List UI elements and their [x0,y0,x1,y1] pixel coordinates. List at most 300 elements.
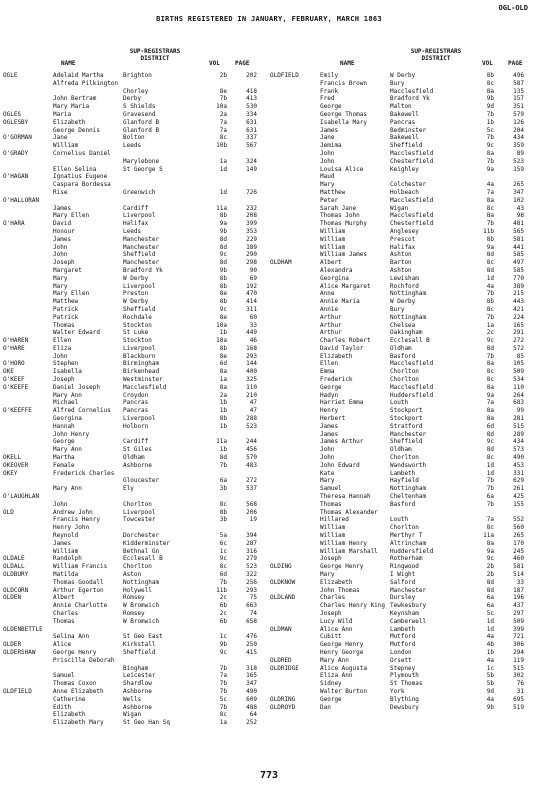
volume-cell: 7b [486,500,494,508]
table-row [3,360,269,368]
page-cell: 187 [513,586,524,594]
forename-cell: Thomas [53,321,75,329]
surname-cell: OLD [3,508,14,516]
forename-cell: Stephen [53,360,79,368]
district-cell: Sheffield [390,438,423,446]
forename-cell: John [320,149,335,157]
district-cell: Nottingham [123,578,160,586]
district-cell: Sheffield [123,305,156,313]
volume-cell: 9c [219,555,227,563]
forename-cell: Alice Augusta [320,664,367,672]
district-cell: Rochford [390,282,419,290]
forename-cell: Priscilla Deborah [53,656,115,664]
volume-cell: 8d [486,586,494,594]
forename-cell: Lucy Wild [320,617,353,625]
forename-cell: John Edward [320,461,360,469]
forename-cell: Frederick Charles [53,469,115,477]
table-row [270,431,536,439]
page-cell: 515 [513,422,524,430]
table-row [3,626,269,634]
volume-cell: 1b [219,446,227,454]
district-cell: Croydon [123,391,149,399]
page-cell: 351 [513,103,524,111]
table-row [3,657,269,665]
district-cell: Wandsworth [390,461,427,469]
volume-cell: 7b [486,157,494,165]
district-cell: Derby [123,95,142,103]
page-cell: 47 [249,399,257,407]
district-cell: St Giles [123,446,152,454]
volume-cell: 8b [219,282,227,290]
district-cell: Manchester [123,243,160,251]
forename-cell: Hillared [320,516,349,524]
page-cell: 434 [513,134,524,142]
surname-cell: OLDKNOW [270,578,296,586]
volume-cell: 6a [486,493,494,501]
forename-cell: Thomas Goodall [53,578,104,586]
page-cell: 105 [513,360,524,368]
district-cell: Anglesey [390,227,419,235]
page-cell: 443 [513,298,524,306]
district-cell: Ashborne [123,687,152,695]
page-cell: 90 [249,266,257,274]
page-cell: 570 [246,454,257,462]
district-cell: Keynsham [390,609,419,617]
district-cell: Romsey [123,609,145,617]
volume-cell: 7b [219,687,227,695]
district-cell: W Derby [390,298,416,306]
forename-cell: Louisa Alice [320,165,364,173]
volume-cell: 7b [486,290,494,298]
volume-cell: 7b [486,220,494,228]
forename-cell: William James [320,251,367,259]
district-header-line2: DISTRICT [421,55,451,62]
district-cell: Rotherham [390,555,423,563]
volume-cell: 8a [219,368,227,376]
volume-cell: 1a [219,376,227,384]
page-cell: 579 [513,110,524,118]
table-row [270,275,536,283]
page-cell: 568 [246,500,257,508]
forename-cell: Honour [53,227,75,235]
page-cell: 264 [513,391,524,399]
forename-cell: John [320,157,335,165]
forename-cell: Thomas Alexander [320,508,378,516]
surname-cell: OLDENBETTLE [3,625,43,633]
volume-cell: 8c [219,563,227,571]
table-row [3,142,269,150]
volume-cell: 1b [219,329,227,337]
district-cell: Wigan [123,711,142,719]
page-header: PAGE [235,60,250,67]
district-header-line2: DISTRICT [140,55,170,62]
volume-cell: 9d [486,103,494,111]
table-row [270,633,536,641]
forename-cell: George Dennis [53,126,100,134]
volume-cell: 8e [219,313,227,321]
volume-cell: 5b [486,680,494,688]
page-cell: 530 [246,103,257,111]
table-row [270,329,536,337]
forename-cell: James [53,539,72,547]
table-row [3,368,269,376]
forename-cell: John Thomas [320,586,360,594]
forename-cell: John [53,251,68,259]
forename-cell: James [53,204,72,212]
table-row [3,275,269,283]
forename-cell: Harriet Emma [320,399,364,407]
volume-cell: 8b [219,415,227,423]
forename-cell: James [320,430,339,438]
volume-cell: 1a [219,157,227,165]
table-row [270,610,536,618]
surname-cell: OLDEN [3,594,22,602]
volume-cell: 1d [486,461,494,469]
page-cell: 192 [246,282,257,290]
volume-cell: 1a [219,719,227,727]
volume-cell: 6d [219,571,227,578]
district-cell: Sheffield [123,648,156,656]
district-cell: Shardlow [123,680,152,688]
table-row [3,540,269,548]
table-row [270,251,536,259]
page-cell: 629 [513,477,524,485]
table-row [270,657,536,665]
table-row [270,212,536,220]
table-row [270,322,536,330]
surname-cell: OLDROYD [270,703,296,711]
table-row [270,158,536,166]
table-row [270,548,536,556]
table-row [270,540,536,548]
page-cell: 298 [246,259,257,267]
district-cell: Macclesfield [390,212,434,220]
corner-range-label: OGL-OLD [498,4,528,12]
table-row [3,610,269,618]
table-row [3,244,269,252]
table-row [3,587,269,595]
page-cell: 155 [513,500,524,508]
page-cell: 456 [246,446,257,454]
forename-cell: Ellen [320,360,339,368]
district-cell: Orsett [390,656,412,664]
table-row [270,696,536,704]
surname-cell: OGLES [3,110,22,118]
surname-cell: OLDALL [3,563,25,571]
volume-cell: 4a [486,633,494,641]
volume-cell: 7b [219,664,227,672]
forename-cell: Reynold [53,532,79,540]
name-header: NAME [340,60,355,67]
district-cell: Cardiff [123,438,149,446]
volume-cell: 1d [219,188,227,196]
page-cell: 210 [246,391,257,399]
page-cell: 415 [246,648,257,656]
district-cell: Blything [390,695,419,703]
district-cell: Liverpool [123,344,156,352]
table-row [270,392,536,400]
page-cell: 770 [513,274,524,282]
volume-cell: 8c [219,500,227,508]
table-row [3,251,269,259]
table-row [270,672,536,680]
page-cell: 261 [513,485,524,493]
forename-cell: Matilda [53,571,79,578]
district-cell: Altrincham [390,539,427,547]
volume-cell: 8b [219,508,227,516]
page-cell: 523 [246,422,257,430]
forename-cell: Walter Burton [320,687,367,695]
table-row [3,563,269,571]
volume-cell: 9c [219,251,227,259]
district-cell: Macclesfield [390,360,434,368]
surname-cell: OLDRED [270,656,292,664]
surname-cell: O'HAREN [3,337,29,345]
district-cell: Bradford Yk [123,266,163,274]
page-cell: 425 [513,493,524,501]
district-cell: Chorlton [390,368,419,376]
page-cell: 552 [513,516,524,524]
district-cell: Pancras [390,118,416,126]
volume-cell: 8d [486,430,494,438]
table-row [270,532,536,540]
surname-cell: OLDFIELD [3,687,32,695]
page-cell: 265 [513,532,524,540]
district-cell: I Wight [390,571,416,578]
page-cell: 470 [246,290,257,298]
volume-cell: 6b [219,602,227,610]
page-cell: 43 [516,204,524,212]
table-row [3,633,269,641]
volume-cell: 9b [219,227,227,235]
page-cell: 232 [246,204,257,212]
district-cell: Bethnal Gn [123,547,160,555]
surname-cell: O'LAUGHLAN [3,493,40,501]
table-row [270,649,536,657]
forename-cell: Annie [320,305,339,313]
table-row [270,150,536,158]
table-row [270,119,536,127]
volume-cell: 8b [219,212,227,220]
volume-cell: 8b [486,235,494,243]
district-cell: Wells [123,695,142,703]
table-row [270,88,536,96]
volume-cell: 8d [486,446,494,454]
forename-cell: Alice Margaret [320,282,371,290]
forename-cell: William [320,235,346,243]
volume-cell: 7b [486,477,494,485]
volume-cell: 2c [486,329,494,337]
district-cell: Holbeach [390,188,419,196]
district-cell: Chorlton [390,376,419,384]
volume-cell: 6a [219,477,227,485]
district-cell: Manchester [123,259,160,267]
volume-cell: 7a [219,672,227,680]
volume-cell: 8d [486,344,494,352]
district-cell: Kidderminster [123,539,170,547]
page-cell: 453 [513,461,524,469]
forename-cell: Samuel [320,485,342,493]
district-cell: Camberwell [390,617,427,625]
table-row [3,454,269,462]
surname-cell: OLDLAND [270,594,296,602]
district-cell: Stockton [123,337,152,345]
table-row [3,493,269,501]
district-cell: Halifax [390,243,416,251]
district-cell: W Derby [123,298,149,306]
district-cell: Wigan [390,204,409,212]
forename-cell: George Henry [320,641,364,649]
forename-cell: Ignatius Eugene [53,173,108,181]
page-cell: 159 [513,165,524,173]
forename-cell: Cubitt [320,633,342,641]
forename-cell: Francis Brown [320,79,367,87]
page-cell: 287 [246,539,257,547]
page-cell: 449 [246,329,257,337]
district-cell: Towcester [123,516,156,524]
forename-cell: Arthur [320,313,342,321]
forename-cell: Charles [53,609,79,617]
table-row [3,571,269,579]
forename-cell: Albert [53,594,75,602]
volume-cell: 1b [219,422,227,430]
forename-cell: Matthew [320,188,346,196]
volume-cell: 5c [486,126,494,134]
district-cell: Basford [390,352,416,360]
page-cell: 47 [249,407,257,415]
page-cell: 437 [513,602,524,610]
district-cell: Bingham [123,664,149,672]
surname-cell: OGLESBY [3,118,29,126]
forename-cell: Emily [320,72,339,79]
district-cell: Gravesend [123,110,156,118]
table-row [3,314,269,322]
district-cell: Ecclesall B [123,555,163,563]
table-row [270,298,536,306]
volume-cell: 8d [219,243,227,251]
page-cell: 683 [513,399,524,407]
volume-cell: 2b [219,72,227,79]
district-cell: Bradford Yk [390,95,430,103]
right-entries [270,72,536,711]
district-cell: Dewsbury [390,703,419,711]
surname-cell: O'HORO [3,360,25,368]
volume-cell: 8a [486,383,494,391]
forename-cell: Mary [320,477,335,485]
district-cell: Stepney [390,664,416,672]
table-row [3,337,269,345]
page-cell: 534 [513,376,524,384]
surname-cell: OLDING [270,563,292,571]
page-cell: 281 [513,415,524,423]
surname-cell: OLDRIDGE [270,664,299,672]
table-row [3,485,269,493]
volume-cell: 2c [219,609,227,617]
volume-cell: 7a [486,516,494,524]
forename-cell: John [320,446,335,454]
vol-header: VOL [209,60,220,67]
volume-cell: 11a [216,204,227,212]
table-row [270,142,536,150]
district-cell: Rochdale [123,313,152,321]
forename-cell: Elizabeth [53,118,86,126]
forename-cell: Selina Ann [53,633,90,641]
district-cell: London [390,648,412,656]
page-cell: 149 [246,165,257,173]
volume-cell: 1c [219,633,227,641]
forename-cell: Elizabeth Mary [53,719,104,727]
forename-cell: John [53,352,68,360]
page-cell: 290 [246,251,257,259]
district-cell: Dorchester [123,532,160,540]
surname-cell: OKE [3,368,14,376]
page-cell: 119 [513,656,524,664]
table-row [270,259,536,267]
district-cell: Romsey [123,594,145,602]
volume-cell: 8a [486,415,494,423]
volume-cell: 2a [219,391,227,399]
table-row [3,298,269,306]
district-cell: Sheffield [123,251,156,259]
volume-cell: 8b [486,298,494,306]
surname-cell: OLDRING [270,695,296,703]
volume-cell: 5b [486,672,494,680]
page-cell: 658 [246,617,257,625]
district-cell: Stockport [390,415,423,423]
page-cell: 76 [516,680,524,688]
table-row [3,618,269,626]
page-cell: 399 [513,625,524,633]
district-cell: Ashton [390,266,412,274]
volume-cell: 5c [486,609,494,617]
forename-cell: Alice [53,641,72,649]
page-cell: 215 [513,290,524,298]
table-row [270,626,536,634]
volume-cell: 7b [486,352,494,360]
page-number: 773 [259,770,279,781]
table-row [270,438,536,446]
volume-cell: 9c [486,142,494,150]
district-cell: Lambeth [390,469,416,477]
forename-cell: Thomas John [320,212,360,220]
district-cell: Manchester [390,586,427,594]
page-cell: 189 [246,243,257,251]
table-row [270,493,536,501]
district-cell: Bury [390,79,405,87]
page-cell: 515 [513,664,524,672]
district-cell: W Derby [390,72,416,79]
page-cell: 157 [513,95,524,103]
surname-cell: OKELL [3,454,22,462]
forename-cell: Elizabeth [53,711,86,719]
table-row [270,306,536,314]
table-row [3,516,269,524]
table-row [270,688,536,696]
table-row [3,524,269,532]
table-row [270,345,536,353]
forename-cell: Joseph [320,555,342,563]
table-row [270,446,536,454]
forename-cell: Thomas Murphy [320,220,367,228]
forename-cell: Georgina [53,415,82,423]
page-cell: 394 [246,532,257,540]
forename-cell: Isabella [53,368,82,376]
forename-cell: John [53,243,68,251]
volume-cell: 1a [486,321,494,329]
table-row [270,376,536,384]
forename-cell: Samuel [53,672,75,680]
page-cell: 567 [246,142,257,150]
